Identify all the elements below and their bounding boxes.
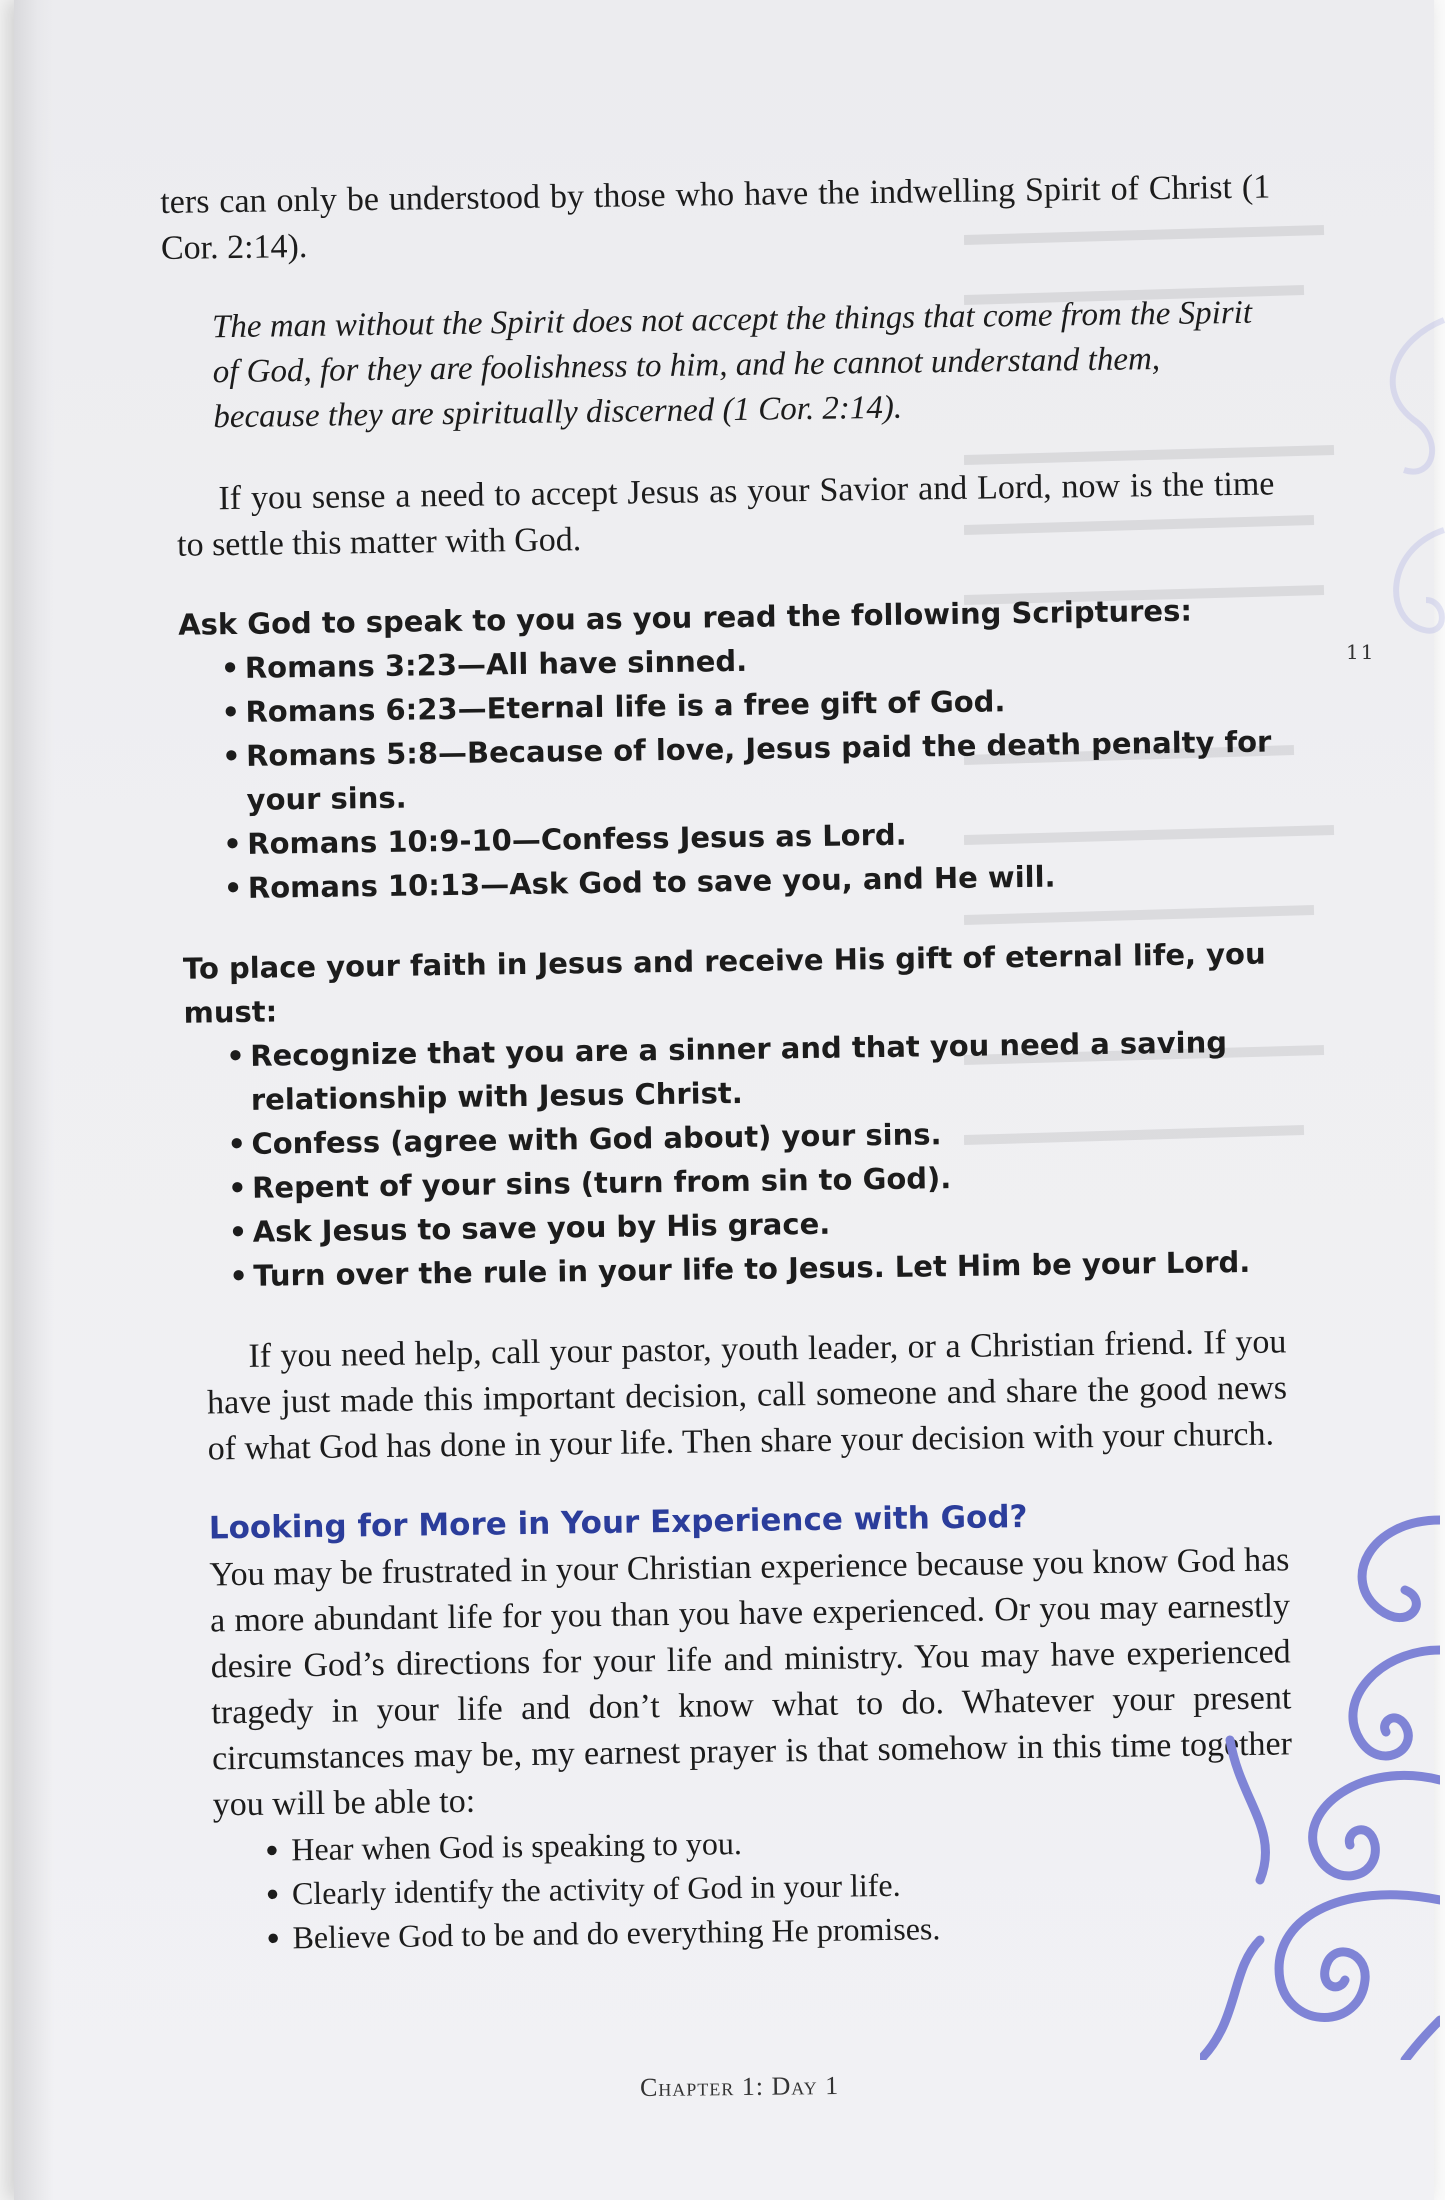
list-item: • Romans 6:23—Eternal life is a free gift of God.: [221, 675, 1278, 734]
paragraph-help: If you need help, call your pastor, youth leader, or a Christian friend. If you have just made this important decision, call someone and share the good news of what God has done in your life. Then share your decision with your church.: [206, 1323, 1288, 1468]
scriptures-lead: Ask God to speak to you as you read the following Scriptures:: [177, 593, 1193, 642]
page-number: 11: [1346, 640, 1376, 664]
list-item: ● Hear when God is speaking to you.: [265, 1813, 1294, 1871]
intro-continuation: ters can only be understood by those who have the indwelling Spirit of Christ (1 Cor. 2:14).: [160, 168, 1271, 267]
section-paragraph: You may be frustrated in your Christian experience because you know God has a more abundant life for you than you have experienced. Or you may earnestly desire God’s directions for your life and ministry. You may have experienced tragedy in your life and don’t know what to do. Whatever your present circumstances may be, my earnest prayer is that somehow in this time together you will be able to:: [209, 1541, 1293, 1824]
page-body: [160, 165, 1295, 1961]
section-heading: Looking for More in Your Experience with God?: [208, 1499, 1028, 1547]
swirl-decoration: [1200, 1500, 1440, 2060]
list-item: • Turn over the rule in your life to Jesus. Let Him be your Lord.: [229, 1239, 1286, 1298]
list-item: • Repent of your sins (turn from sin to God).: [228, 1151, 1285, 1210]
scriptures-list: [179, 631, 1281, 910]
list-item: • Romans 3:23—All have sinned.: [221, 631, 1278, 690]
list-item: • Romans 5:8—Because of love, Jesus paid the death penalty for your sins.: [222, 719, 1279, 822]
list-item: ● Believe God to be and do everything He promises.: [266, 1901, 1295, 1959]
faith-steps-list: [184, 1019, 1286, 1298]
list-item: • Recognize that you are a sinner and that you need a saving relationship with Jesus Christ.: [226, 1019, 1283, 1122]
list-item: • Romans 10:9-10—Confess Jesus as Lord.: [223, 807, 1280, 866]
faith-steps-section: [183, 931, 1286, 1298]
page-spine-shadow: [14, 0, 54, 2200]
scripture-quote: The man without the Spirit does not accept the things that come from the Spirit of God, for they are foolishness to him, and he cannot understand them, because they are spiritually discerned (1 Cor. 2:14).: [211, 294, 1253, 436]
list-item: ● Clearly identify the activity of God in your life.: [266, 1857, 1295, 1915]
list-item: • Romans 10:13—Ask God to save you, and He will.: [224, 851, 1281, 910]
list-item: • Ask Jesus to save you by His grace.: [228, 1195, 1285, 1254]
running-footer: Chapter 1: Day 1: [639, 2070, 840, 2103]
list-item: • Confess (agree with God about) your sins.: [227, 1107, 1284, 1166]
scriptures-section: [178, 587, 1280, 910]
outcomes-list: [213, 1813, 1295, 1960]
faith-steps-lead: To place your faith in Jesus and receive His gift of eternal life, you must:: [182, 936, 1266, 1030]
paragraph-accept: If you sense a need to accept Jesus as your Savior and Lord, now is the time to settle this matter with God.: [176, 465, 1275, 564]
